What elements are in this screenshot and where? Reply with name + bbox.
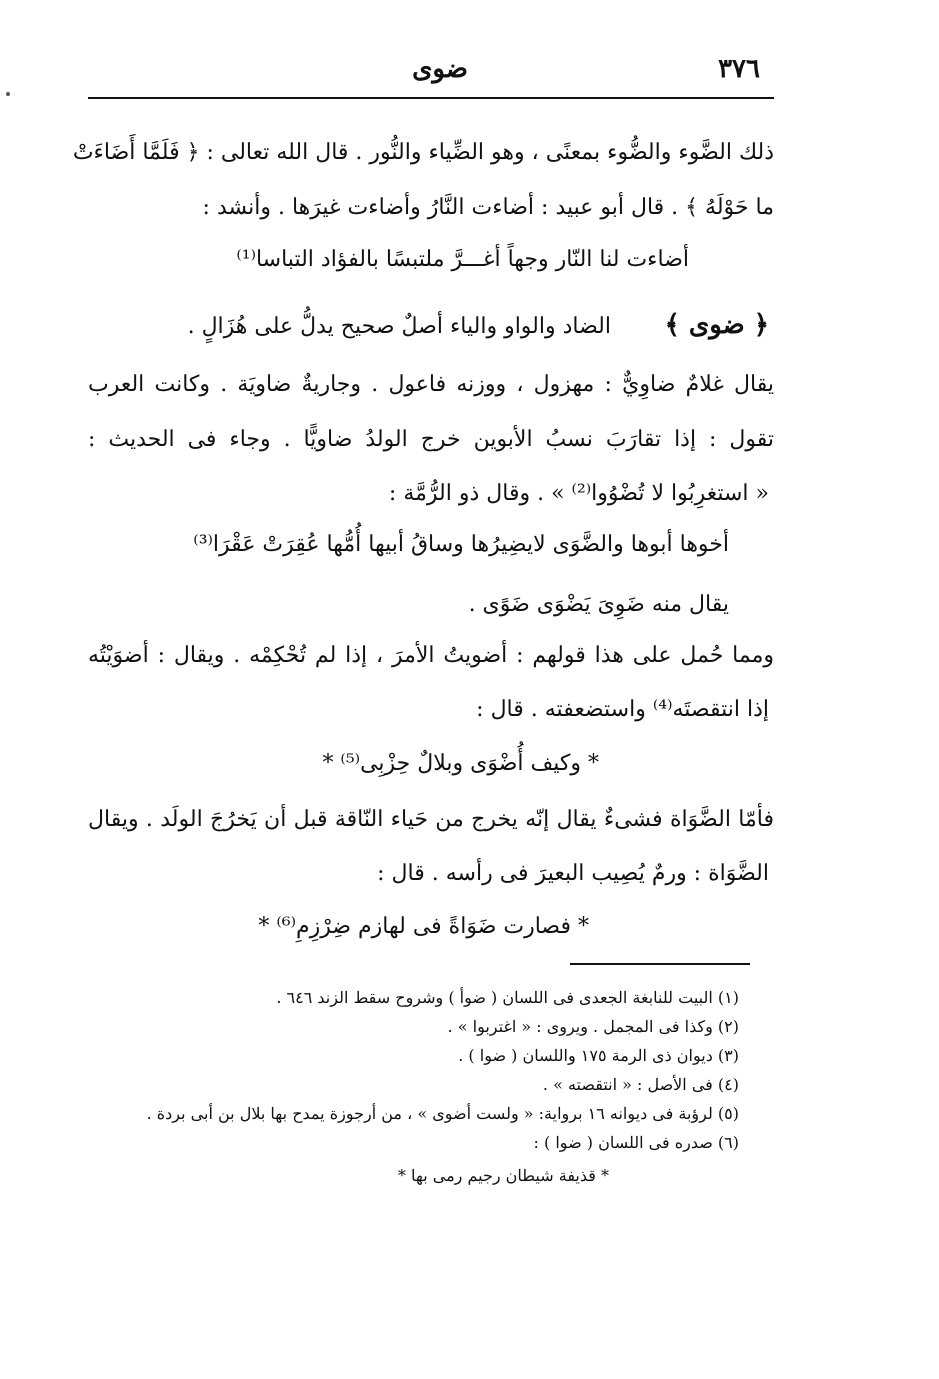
text-line-10: ومما حُمل على هذا قولهم : أضويتُ الأمرَ ، إذا لم تُحْكِمْه . ويقال : أضوَيْتُه <box>88 643 774 668</box>
text-line-2: ما حَوْلَهُ ﴾ . قال أبو عبيد : أضاءت النَّارُ وأضاءت غيرَها . وأنشد : <box>202 195 774 220</box>
text-line-5: يقال غلامٌ ضاوِيٌّ : مهزول ، ووزنه فاعول . وجاريةٌ ضاويَة . وكانت العرب <box>88 372 774 397</box>
verse-line-1: أضاءت لنا النّار وجهاً أغـــرَّ ملتبسًا بالفؤاد التباسا⁽¹⁾ <box>236 247 689 272</box>
footnote-6: (٦) صدره فى اللسان ( ضوا ) : <box>533 1133 739 1152</box>
page-header <box>90 52 770 96</box>
verse-line-2: أخوها أبوها والضَّوَى لايضِيرُها وساقُ أبيها أُمُّها عُقِرَتْ عَقْرَا⁽³⁾ <box>193 532 729 557</box>
verse-line-3: * وكيف أُضْوَى وبلالٌ حِزْبِى⁽⁵⁾ * <box>322 751 599 776</box>
footnote-2: (٢) وكذا فى المجمل . ويروى : « اغتربوا » . <box>447 1017 739 1036</box>
footnote-3: (٣) ديوان ذى الرمة ١٧٥ واللسان ( ضوا ) . <box>458 1046 739 1065</box>
text-line-14: الضَّوَاة : ورمٌ يُصِيب البعيرَ فى رأسه . قال : <box>377 861 769 886</box>
footnote-6-verse: * قذيفة شيطان رجيم رمى بها * <box>397 1166 609 1185</box>
text-line-13: فأمّا الضَّوَاة فشىءٌ يقال إنّه يخرج من حَياء النّاقة قبل أن يَخرُجَ الولَد . ويقال <box>88 807 774 832</box>
entry-headword <box>665 305 769 345</box>
verse-line-4: * فصارت ضَوَاةً فى لهازم ضِرْزِمِ⁽⁶⁾ * <box>258 914 589 939</box>
text-line-6: تقول : إذا تقارَبَ نسبُ الأبوين خرج الولدُ ضاويًّا . وجاء فى الحديث : <box>88 427 774 452</box>
text-line-4: الضاد والواو والياء أصلٌ صحيح يدلُّ على هُزَالٍ . <box>187 314 611 339</box>
footnote-4: (٤) فى الأصل : « انتقصته » . <box>542 1075 739 1094</box>
footnote-5: (٥) لرؤبة فى ديوانه ١٦ برواية: « ولست أضوى » ، من أرجوزة يمدح بها بلال بن أبى بردة . <box>146 1104 739 1123</box>
footnote-1: (١) البيت للنابغة الجعدى فى اللسان ( ضوأ ) وشروح سقط الزند ٦٤٦ . <box>276 988 739 1007</box>
header-rule <box>88 97 774 99</box>
page-number: ٣٧٦ <box>718 54 760 84</box>
scan-speck <box>6 92 10 96</box>
footnote-rule <box>570 963 750 965</box>
text-line-11: إذا انتقصتَه⁽⁴⁾ واستضعفته . قال : <box>476 697 769 722</box>
text-line-1: ذلك الضَّوء والضُّوء بمعنًى ، وهو الضِّياء والنُّور . قال الله تعالى : ﴿ فَلَمَّا أَضَاءَتْ <box>72 140 774 165</box>
entry-headword-text: ﴿ ضوى ﴾ <box>664 310 769 340</box>
text-line-7: « استغرِبُوا لا تُضْوُوا⁽²⁾ » . وقال ذو الرُّمَّة : <box>388 481 769 506</box>
text-line-9: يقال منه ضَوِىَ يَضْوَى ضَوًى . <box>468 592 729 617</box>
running-head: ضوى <box>412 54 468 84</box>
